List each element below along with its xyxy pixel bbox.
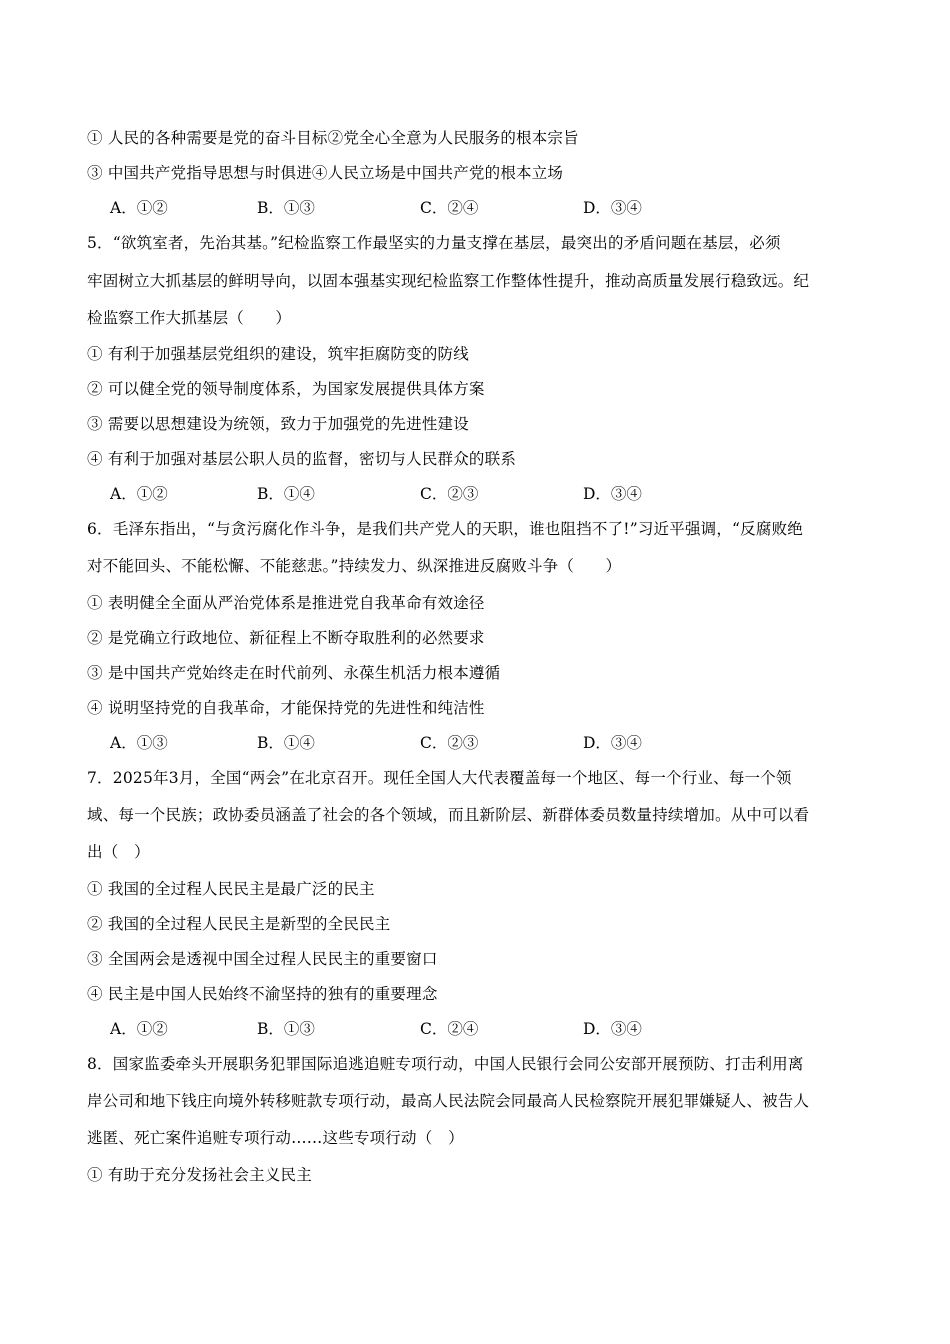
q5-statement-2: ② 可以健全党的领导制度体系，为国家发展提供具体方案	[87, 380, 485, 398]
q4-option-d[interactable]: D．③④	[583, 199, 642, 217]
q7-statement-4: ④ 民主是中国人民始终不渝坚持的独有的重要理念	[87, 985, 438, 1003]
q7-statement-1: ① 我国的全过程人民民主是最广泛的民主	[87, 880, 375, 898]
q6-stem-line-2: 对不能回头、不能松懈、不能慈悲。”持续发力、纵深推进反腐败斗争（ ）	[87, 557, 622, 575]
q7-statement-2: ② 我国的全过程人民民主是新型的全民民主	[87, 915, 391, 933]
q8-stem-line-2: 岸公司和地下钱庄向境外转移赃款专项行动，最高人民法院会同最高人民检察院开展犯罪嫌疑人、被告人	[87, 1092, 810, 1110]
q6-statement-2: ② 是党确立行政地位、新征程上不断夺取胜利的必然要求	[87, 629, 485, 647]
q5-statement-3: ③ 需要以思想建设为统领，致力于加强党的先进性建设	[87, 415, 469, 433]
q5-stem-line-1: 5．“欲筑室者，先治其基。”纪检监察工作最坚实的力量支撑在基层，最突出的矛盾问题在基层，必须	[87, 234, 781, 252]
q6-stem-line-1: 6．毛泽东指出，“与贪污腐化作斗争，是我们共产党人的天职，谁也阻挡不了!”习近平强调，“反腐败绝	[87, 520, 803, 538]
q4-statement-3-4: ③ 中国共产党指导思想与时俱进④人民立场是中国共产党的根本立场	[87, 164, 564, 182]
q6-option-b[interactable]: B．①④	[257, 734, 315, 752]
q6-option-a[interactable]: A．①③	[110, 734, 168, 752]
q5-option-d[interactable]: D．③④	[583, 485, 642, 503]
q7-stem-line-1: 7．2025年3月，全国“两会”在北京召开。现任全国人大代表覆盖每一个地区、每一个行业、每一个领	[87, 769, 792, 787]
q7-option-d[interactable]: D．③④	[583, 1020, 642, 1038]
q8-stem-line-3: 逃匿、死亡案件追赃专项行动……这些专项行动（ ）	[87, 1129, 464, 1147]
q7-statement-3: ③ 全国两会是透视中国全过程人民民主的重要窗口	[87, 950, 438, 968]
q4-statement-1-2: ① 人民的各种需要是党的奋斗目标②党全心全意为人民服务的根本宗旨	[87, 129, 579, 147]
q7-stem-line-3: 出（ ）	[87, 843, 150, 861]
q5-option-c[interactable]: C．②③	[420, 485, 479, 503]
q4-option-a[interactable]: A．①②	[110, 199, 168, 217]
q4-option-c[interactable]: C．②④	[420, 199, 479, 217]
q8-stem-line-1: 8．国家监委牵头开展职务犯罪国际追逃追赃专项行动，中国人民银行会同公安部开展预防、打击利用离	[87, 1055, 804, 1073]
q7-stem-line-2: 域、每一个民族；政协委员涵盖了社会的各个领域，而且新阶层、新群体委员数量持续增加。从中可以看	[87, 806, 810, 824]
q7-option-b[interactable]: B．①③	[257, 1020, 315, 1038]
q6-option-c[interactable]: C．②③	[420, 734, 479, 752]
q6-option-d[interactable]: D．③④	[583, 734, 642, 752]
q6-statement-1: ① 表明健全全面从严治党体系是推进党自我革命有效途径	[87, 594, 485, 612]
q8-statement-1: ① 有助于充分发扬社会主义民主	[87, 1166, 312, 1184]
q6-statement-3: ③ 是中国共产党始终走在时代前列、永葆生机活力根本遵循	[87, 664, 501, 682]
q5-stem-line-2: 牢固树立大抓基层的鲜明导向，以固本强基实现纪检监察工作整体性提升，推动高质量发展行稳致远。纪	[87, 272, 810, 290]
q4-option-b[interactable]: B．①③	[257, 199, 315, 217]
q5-stem-line-3: 检监察工作大抓基层（ ）	[87, 309, 292, 327]
q5-statement-1: ① 有利于加强基层党组织的建设，筑牢拒腐防变的防线	[87, 345, 469, 363]
q6-statement-4: ④ 说明坚持党的自我革命，才能保持党的先进性和纯洁性	[87, 699, 485, 717]
q7-option-a[interactable]: A．①②	[110, 1020, 168, 1038]
q5-option-b[interactable]: B．①④	[257, 485, 315, 503]
q7-option-c[interactable]: C．②④	[420, 1020, 479, 1038]
q5-statement-4: ④ 有利于加强对基层公职人员的监督，密切与人民群众的联系	[87, 450, 517, 468]
q5-option-a[interactable]: A．①②	[110, 485, 168, 503]
